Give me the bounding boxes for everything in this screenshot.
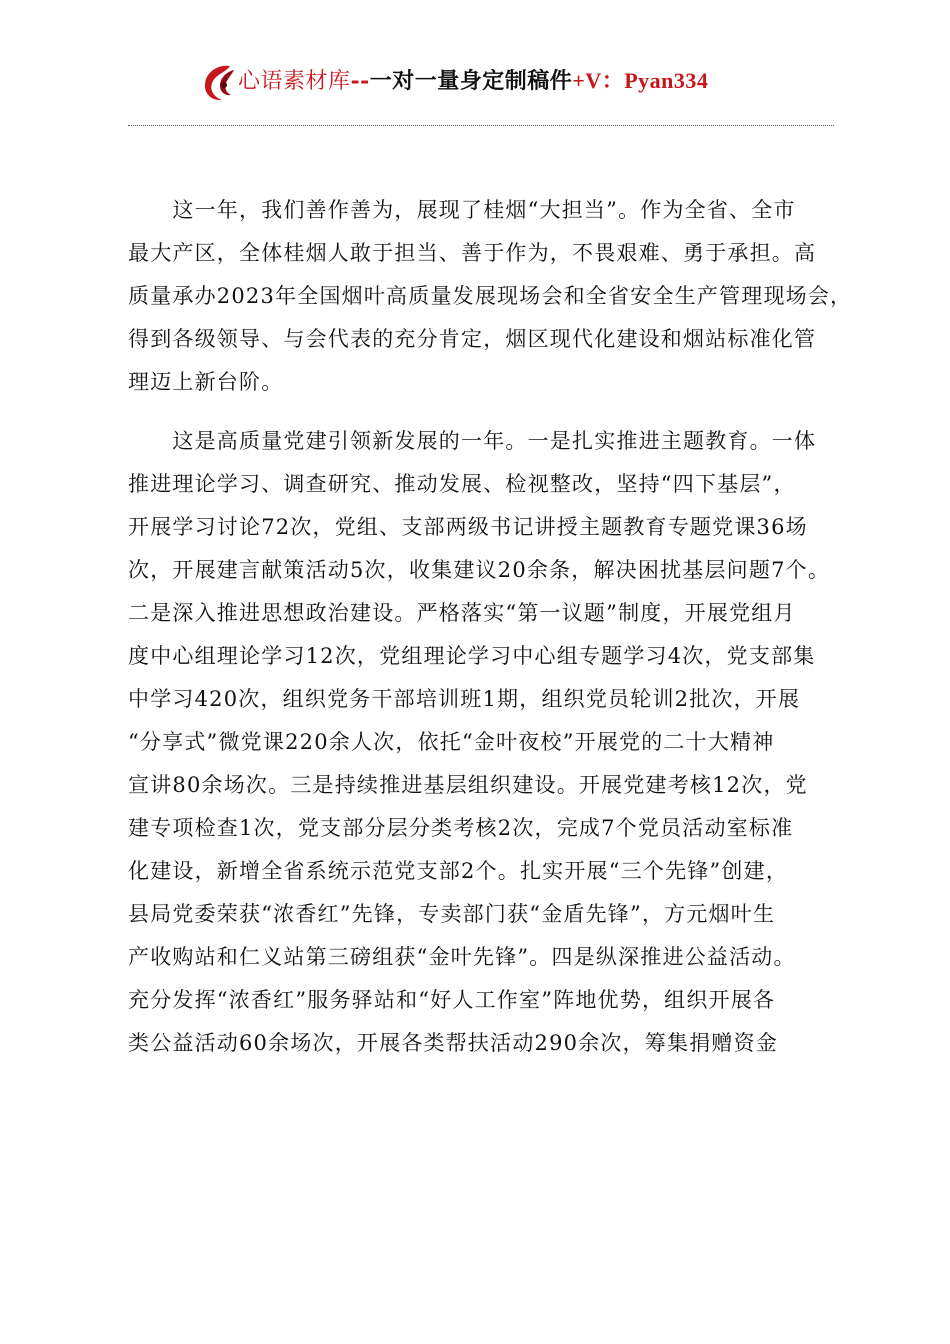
text-line: 中学习420次，组织党务干部培训班1期，组织党员轮训2批次，开展 [128, 687, 801, 711]
text-line: 这是高质量党建引领新发展的一年。一是扎实推进主题教育。一体 [128, 429, 817, 453]
text-line: 最大产区，全体桂烟人敢于担当、善于作为，不畏艰难、勇于承担。高 [128, 241, 817, 265]
page-header [0, 58, 950, 108]
text-line: 度中心组理论学习12次，党组理论学习中心组专题学习4次，党支部集 [128, 644, 816, 668]
text-line: 次，开展建言献策活动5次，收集建议20余条，解决困扰基层问题7个。 [128, 558, 831, 582]
text-line: 开展学习讨论72次，党组、支部两级书记讲授主题教育专题党课36场 [128, 515, 808, 539]
text-line: 二是深入推进思想政治建设。严格落实“第一议题”制度，开展党组月 [128, 601, 796, 625]
text-line: 这一年，我们善作善为，展现了桂烟“大担当”。作为全省、全市 [128, 198, 796, 222]
header-contact: +V：Pyan334 [572, 68, 709, 93]
paragraph-gap [128, 404, 834, 420]
text-line: 化建设，新增全省系统示范党支部2个。扎实开展“三个先锋”创建， [128, 859, 789, 883]
text-line: 理迈上新台阶。 [128, 370, 284, 394]
text-line: 得到各级领导、与会代表的充分肯定，烟区现代化建设和烟站标准化管 [128, 327, 817, 351]
text-line: 充分发挥“浓香红”服务驿站和“好人工作室”阵地优势，组织开展各 [128, 988, 776, 1012]
header-separator: -- [350, 68, 370, 94]
text-line: 质量承办2023年全国烟叶高质量发展现场会和全省安全生产管理现场会， [128, 284, 853, 308]
text-line: 县局党委荣获“浓香红”先锋，专卖部门获“金盾先锋”，方元烟叶生 [128, 902, 776, 926]
header-divider [128, 125, 834, 126]
text-line: 推进理论学习、调查研究、推动发展、检视整改，坚持“四下基层”， [128, 472, 796, 496]
text-line: 建专项检查1次，党支部分层分类考核2次，完成7个党员活动室标准 [128, 816, 794, 840]
text-line: 宣讲80余场次。三是持续推进基层组织建设。开展党建考核12次，党 [128, 773, 808, 797]
brand-name: 心语素材库 [238, 69, 351, 94]
text-line: 产收购站和仁义站第三磅组获“金叶先锋”。四是纵深推进公益活动。 [128, 945, 796, 969]
text-line: “分享式”微党课220余人次，依托“金叶夜校”开展党的二十大精神 [128, 730, 775, 754]
header-slogan: 一对一量身定制稿件 [369, 68, 573, 94]
header-title [238, 66, 708, 97]
document-body [128, 189, 853, 1065]
text-line: 类公益活动60余场次，开展各类帮扶活动290余次，筹集捐赠资金 [128, 1031, 779, 1055]
